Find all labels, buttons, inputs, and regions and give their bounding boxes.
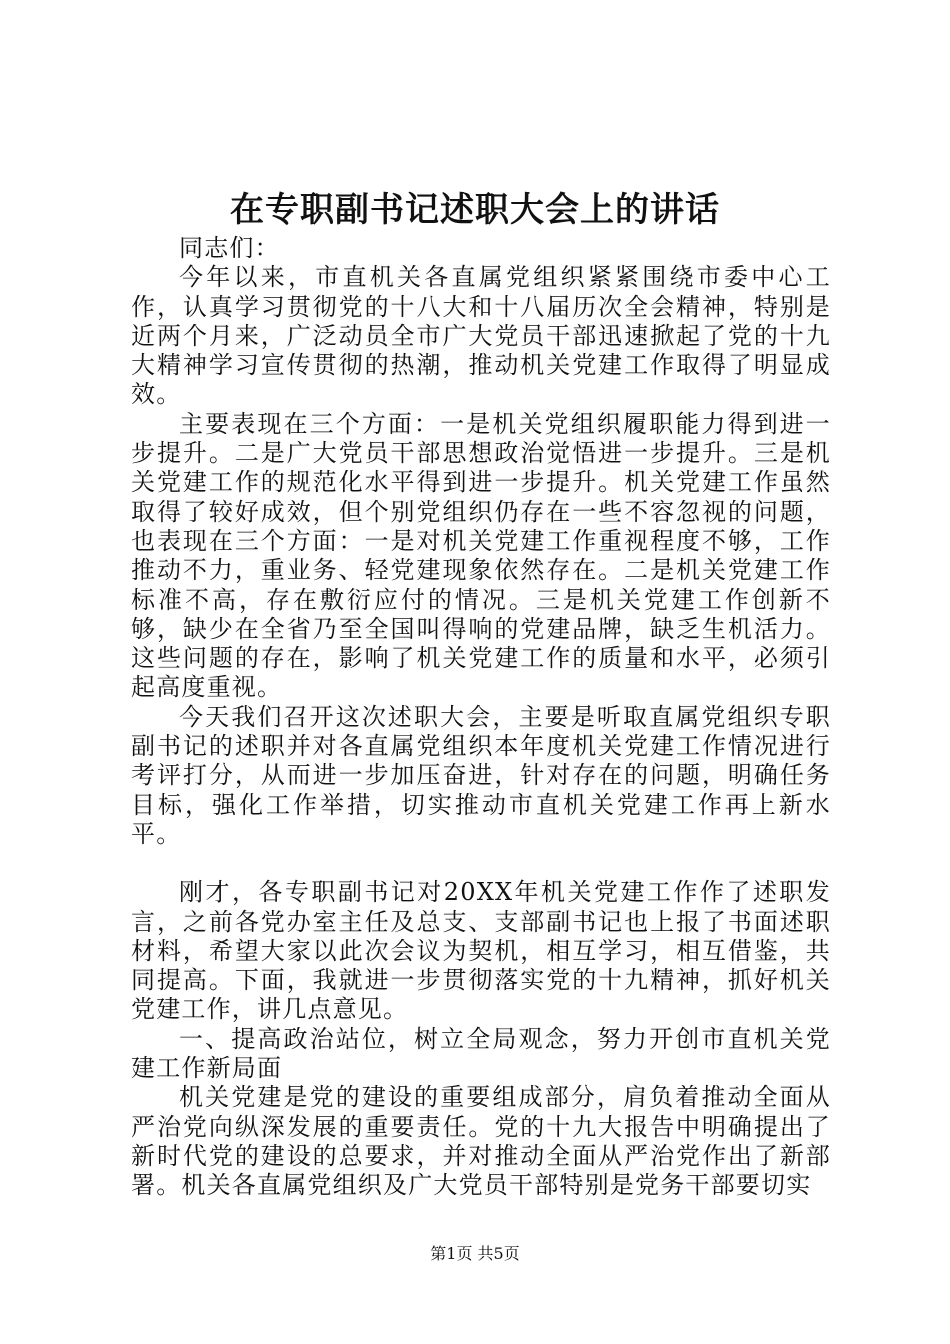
page-number-footer: 第1页 共5页 [430,1244,520,1263]
body-paragraph: 刚才，各专职副书记对20XX年机关党建工作作了述职发言，之前各党办室主任及总支、支部副书记也上报了书面述职材料，希望大家以此次会议为契机，相互学习，相互借鉴，共同提高。下面，我就进一步贯彻落实党的十九精神，抓好机关党建工作，讲几点意见。 [131,878,831,1024]
body-paragraph: 主要表现在三个方面：一是机关党组织履职能力得到进一步提升。二是广大党员干部思想政治觉悟进一步提升。三是机关党建工作的规范化水平得到进一步提升。机关党建工作虽然取得了较好成效，但个别党组织仍存在一些不容忽视的问题，也表现在三个方面：一是对机关党建工作重视程度不够，工作推动不力，重业务、轻党建现象依然存在。二是机关党建工作标准不高，存在敷衍应付的情况。三是机关党建工作创新不够，缺少在全省乃至全国叫得响的党建品牌，缺乏生机活力。这些问题的存在，影响了机关党建工作的质量和水平，必须引起高度重视。 [131,409,831,702]
section-heading: 一、提高政治站位，树立全局观念，努力开创市直机关党建工作新局面 [131,1024,831,1083]
salutation-paragraph: 同志们： [179,234,280,262]
body-paragraph: 机关党建是党的建设的重要组成部分，肩负着推动全面从严治党向纵深发展的重要责任。党的十九大报告中明确提出了新时代党的建设的总要求，并对推动全面从严治党作出了新部署。机关各直属党组织及广大党员干部特别是党务干部要切实 [131,1083,831,1200]
document-title: 在专职副书记述职大会上的讲话 [230,190,720,230]
document-body [131,234,831,1201]
body-paragraph: 今天我们召开这次述职大会，主要是听取直属党组织专职副书记的述职并对各直属党组织本年度机关党建工作情况进行考评打分，从而进一步加压奋进，针对存在的问题，明确任务目标，强化工作举措，切实推动市直机关党建工作再上新水平。 [131,702,831,848]
body-paragraph: 今年以来，市直机关各直属党组织紧紧围绕市委中心工作，认真学习贯彻党的十八大和十八届历次全会精神，特别是近两个月来，广泛动员全市广大党员干部迅速掀起了党的十九大精神学习宣传贯彻的热潮，推动机关党建工作取得了明显成效。 [131,263,831,409]
